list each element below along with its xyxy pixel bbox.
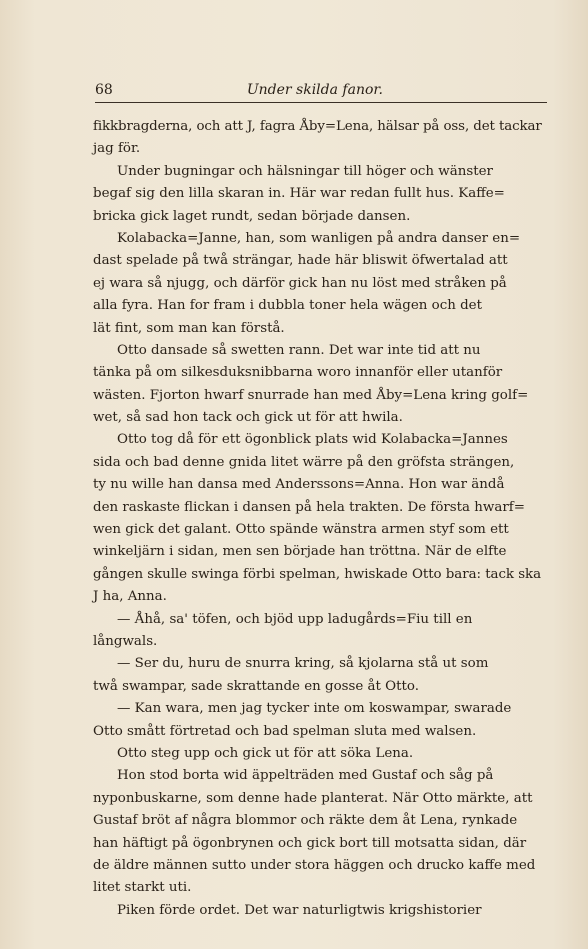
text-line: Gustaf bröt af några blommor och räkte dem åt Lena, rynkade [93,813,518,829]
page-header [95,74,543,98]
page-number: 68 [95,82,113,98]
text-line: Hon stod borta wid äppelträden med Gustaf och såg på [117,768,494,784]
text-line: ty nu wille han dansa med Anderssons=Anna. Hon war ändå [93,477,505,493]
text-line: Otto smått förtretad och bad spelman sluta med walsen. [93,723,477,739]
text-line: sida och bad denne gnida litet wärre på den gröfsta strängen, [93,454,515,470]
text-line: lät fint, som man kan förstå. [93,320,285,336]
text-line: nyponbuskarne, som denne hade planterat. När Otto märkte, att [93,790,533,806]
text-line: han häftigt på ögonbrynen och gick bort till motsatta sidan, där [93,835,527,851]
text-line: jag för. [93,141,141,157]
text-line: wet, så sad hon tack och gick ut för att hwila. [93,410,403,426]
text-line: dast spelade på twå strängar, hade här bliswit öfwertalad att [93,253,508,269]
text-line: — Ser du, huru de snurra kring, så kjolarna stå ut som [117,656,489,672]
text-line: Piken förde ordet. Det war naturligtwis krigshistorier [117,902,482,918]
text-line: Otto tog då för ett ögonblick plats wid Kolabacka=Jannes [117,432,508,448]
text-line: Otto steg upp och gick ut för att söka Lena. [117,745,414,761]
text-line: — Kan wara, men jag tycker inte om koswampar, swarade [117,701,512,717]
body-text [93,116,541,922]
text-line: Otto dansade så swetten rann. Det war inte tid att nu [117,342,481,358]
text-line: litet starkt uti. [93,880,192,896]
text-line: twå swampar, sade skrattande en gosse åt Otto. [93,678,420,694]
header-rule [95,102,547,103]
text-line: wästen. Fjorton hwarf snurrade han med Åby=Lena kring golf= [93,387,529,403]
text-line: ej wara så njugg, och därför gick han nu löst med stråken på [93,275,507,291]
text-line: tänka på om silkesduksnibbarna woro innanför eller utanför [93,365,503,381]
text-line: Under bugningar och hälsningar till höger och wänster [117,163,493,179]
running-title: Under skilda fanor. [246,82,383,98]
text-line: — Åhå, sa' töfen, och bjöd upp ladugårds=Fiu till en [117,611,473,627]
text-line: Kolabacka=Janne, han, som wanligen på andra danser en= [117,230,521,246]
text-line: begaf sig den lilla skaran in. Här war redan fullt hus. Kaffe= [93,186,505,202]
text-line: winkeljärn i sidan, men sen började han tröttna. När de elfte [93,544,507,560]
text-line: J ha, Anna. [93,589,167,605]
text-line: de äldre männen sutto under stora häggen och drucko kaffe med [93,857,536,873]
text-line: långwals. [93,633,158,649]
text-line: wen gick det galant. Otto spände wänstra armen styf som ett [93,522,509,538]
text-line: alla fyra. Han for fram i dubbla toner hela wägen och det [93,298,482,314]
text-line: fikkbragderna, och att J, fagra Åby=Lena, hälsar på oss, det tackar [93,119,542,134]
text-line: gången skulle swinga förbi spelman, hwiskade Otto bara: tack ska [93,566,542,582]
text-line: den raskaste flickan i dansen på hela trakten. De första hwarf= [93,499,525,515]
text-line: bricka gick laget rundt, sedan började dansen. [93,208,411,224]
